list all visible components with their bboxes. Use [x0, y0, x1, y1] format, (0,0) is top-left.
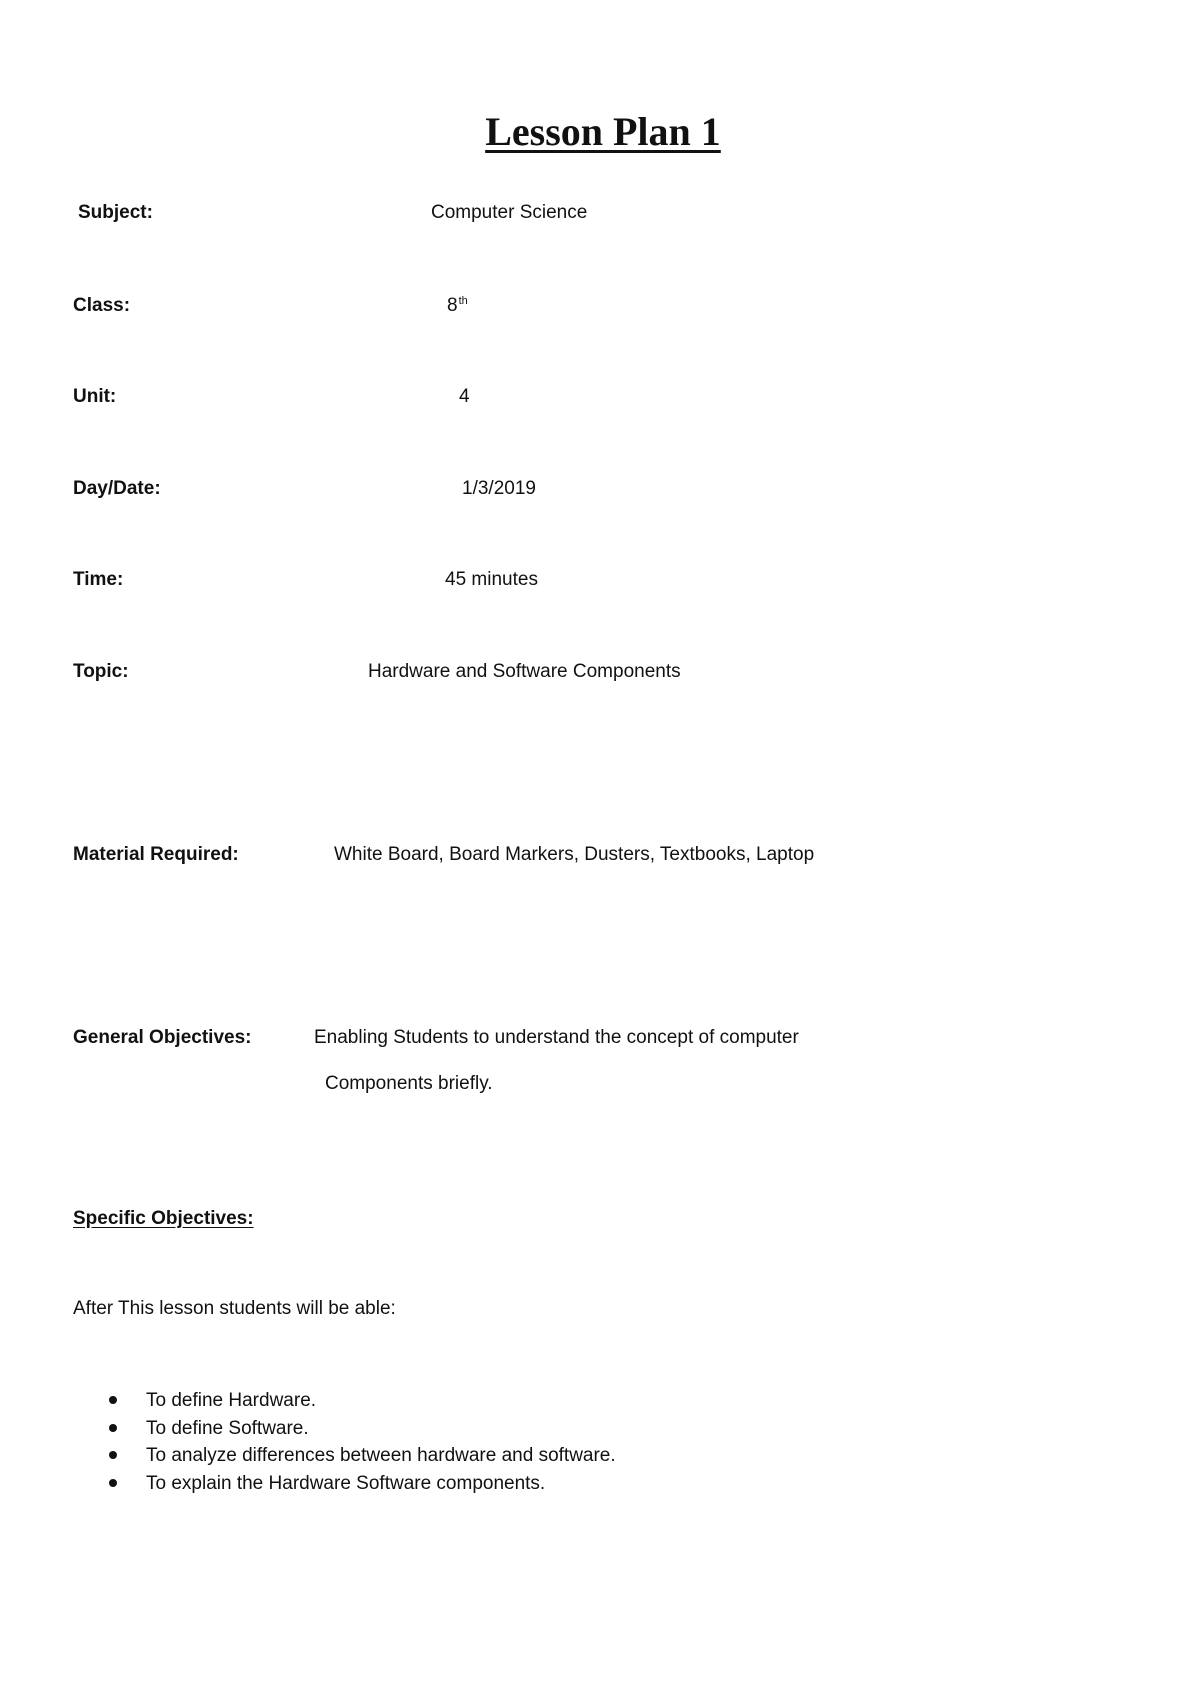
general-objectives-line-1: Enabling Students to understand the concept of computer — [314, 1027, 799, 1048]
class-value-number: 8 — [447, 295, 458, 316]
time-label: Time: — [73, 569, 124, 590]
list-item — [73, 1470, 616, 1498]
bullet-icon — [109, 1396, 117, 1404]
specific-objectives-list — [73, 1387, 616, 1497]
general-objectives-label: General Objectives: — [73, 1027, 252, 1048]
class-label: Class: — [73, 295, 131, 316]
subject-label: Subject: — [78, 202, 153, 223]
topic-value: Hardware and Software Components — [368, 661, 681, 682]
unit-label: Unit: — [73, 386, 117, 407]
material-label: Material Required: — [73, 844, 239, 865]
time-value: 45 minutes — [445, 569, 538, 590]
subject-value: Computer Science — [431, 202, 588, 223]
list-item-text: To explain the Hardware Software components. — [146, 1472, 546, 1494]
list-item-text: To define Hardware. — [146, 1390, 317, 1411]
list-item-text: To analyze differences between hardware and software. — [146, 1445, 616, 1466]
bullet-icon — [109, 1424, 117, 1432]
list-item — [73, 1415, 616, 1443]
day-date-label: Day/Date: — [73, 478, 161, 499]
list-item — [73, 1442, 616, 1470]
general-objectives-line-2: Components briefly. — [325, 1073, 493, 1094]
bullet-icon — [109, 1451, 117, 1459]
material-value: White Board, Board Markers, Dusters, Textbooks, Laptop — [334, 844, 815, 865]
list-item — [73, 1387, 616, 1415]
list-item-text: To define Software. — [146, 1417, 309, 1439]
topic-label: Topic: — [73, 661, 129, 682]
bullet-icon — [109, 1479, 117, 1487]
specific-objectives-intro: After This lesson students will be able: — [73, 1298, 396, 1319]
specific-objectives-heading: Specific Objectives: — [73, 1208, 254, 1229]
document-title: Lesson Plan 1 — [485, 109, 721, 154]
class-value — [447, 294, 468, 318]
unit-value: 4 — [459, 386, 470, 407]
class-value-suffix: th — [458, 294, 468, 307]
day-date-value: 1/3/2019 — [462, 478, 536, 499]
